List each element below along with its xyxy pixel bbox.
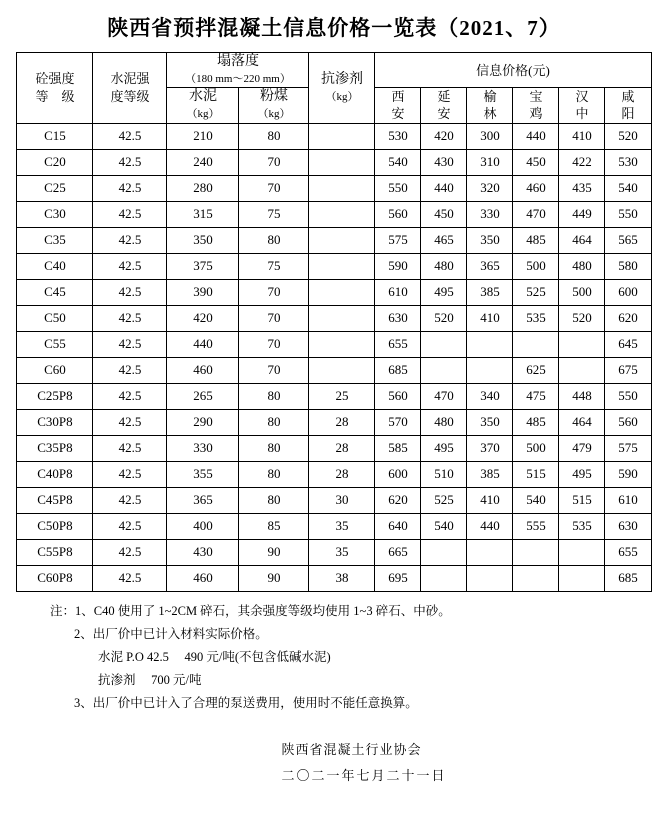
header-cement <box>167 87 239 123</box>
cell-price-xianyang: 580 <box>605 253 651 279</box>
cell-impermeable: 28 <box>309 435 375 461</box>
table-row <box>17 331 651 357</box>
cell-cement: 460 <box>167 565 239 591</box>
table-row <box>17 435 651 461</box>
cell-price-xianyang: 630 <box>605 513 651 539</box>
cell-price-yanan <box>421 565 467 591</box>
cell-price-xian: 585 <box>375 435 421 461</box>
cell-price-baoji: 525 <box>513 279 559 305</box>
cell-price-xianyang: 655 <box>605 539 651 565</box>
header-impermeable <box>309 53 375 124</box>
note-item-cement-price: 水泥 P.O 42.5 490 元/吨(不包含低碱水泥) <box>98 650 331 665</box>
cell-cement: 210 <box>167 123 239 149</box>
cell-price-yulin: 365 <box>467 253 513 279</box>
cell-flyash: 70 <box>239 357 309 383</box>
header-city-xianyang-line2: 阳 <box>621 106 635 122</box>
header-city-hanzhong-line2: 中 <box>575 106 589 122</box>
cell-cement: 375 <box>167 253 239 279</box>
cell-price-hanzhong: 449 <box>559 201 605 227</box>
cell-price-yulin <box>467 565 513 591</box>
cell-impermeable: 28 <box>309 409 375 435</box>
cell-flyash: 90 <box>239 565 309 591</box>
table-row <box>17 565 651 591</box>
cell-price-hanzhong: 410 <box>559 123 605 149</box>
cell-price-hanzhong: 495 <box>559 461 605 487</box>
cell-grade: C40 <box>17 253 93 279</box>
cell-price-hanzhong: 535 <box>559 513 605 539</box>
table-row <box>17 227 651 253</box>
table-body <box>17 123 651 591</box>
header-city-xian <box>375 87 421 123</box>
cell-flyash: 70 <box>239 331 309 357</box>
cell-grade: C50P8 <box>17 513 93 539</box>
cell-price-baoji <box>513 539 559 565</box>
cell-price-xian: 560 <box>375 201 421 227</box>
table-row <box>17 513 651 539</box>
table-row <box>17 461 651 487</box>
cell-price-yulin <box>467 331 513 357</box>
cell-cement: 350 <box>167 227 239 253</box>
cell-price-baoji: 475 <box>513 383 559 409</box>
cell-grade: C15 <box>17 123 93 149</box>
cell-price-baoji: 460 <box>513 175 559 201</box>
cell-price-hanzhong <box>559 357 605 383</box>
header-city-hanzhong <box>559 87 605 123</box>
cell-cement-grade: 42.5 <box>93 305 167 331</box>
note-item-1: 注：1、C40 使用了 1~2CM 碎石，其余强度等级均使用 1~3 碎石、中砂。 <box>50 603 451 618</box>
cell-price-baoji: 540 <box>513 487 559 513</box>
cell-price-baoji: 555 <box>513 513 559 539</box>
cell-impermeable <box>309 305 375 331</box>
cell-price-xian: 695 <box>375 565 421 591</box>
cell-flyash: 75 <box>239 201 309 227</box>
cell-cement-grade: 42.5 <box>93 227 167 253</box>
cell-price-yanan: 430 <box>421 149 467 175</box>
cell-cement-grade: 42.5 <box>93 539 167 565</box>
cell-price-hanzhong: 515 <box>559 487 605 513</box>
cell-price-xianyang: 685 <box>605 565 651 591</box>
cell-grade: C30P8 <box>17 409 93 435</box>
cell-impermeable <box>309 201 375 227</box>
cell-cement: 330 <box>167 435 239 461</box>
cell-grade: C20 <box>17 149 93 175</box>
header-slump <box>167 53 309 88</box>
cell-price-yanan: 480 <box>421 253 467 279</box>
cell-cement-grade: 42.5 <box>93 409 167 435</box>
cell-flyash: 70 <box>239 149 309 175</box>
cell-cement-grade: 42.5 <box>93 357 167 383</box>
cell-price-baoji <box>513 331 559 357</box>
cell-price-yanan: 470 <box>421 383 467 409</box>
cell-grade: C50 <box>17 305 93 331</box>
header-flyash-line1: 粉煤 <box>259 89 288 105</box>
cell-price-xian: 640 <box>375 513 421 539</box>
cell-price-xianyang: 590 <box>605 461 651 487</box>
header-cement-line2: （kg） <box>186 108 220 121</box>
cell-cement: 280 <box>167 175 239 201</box>
header-cement-grade-line1: 水泥强 <box>110 71 150 87</box>
cell-price-baoji <box>513 565 559 591</box>
cell-price-xian: 540 <box>375 149 421 175</box>
cell-cement-grade: 42.5 <box>93 435 167 461</box>
cell-price-xianyang: 610 <box>605 487 651 513</box>
cell-cement: 440 <box>167 331 239 357</box>
cell-price-yanan: 525 <box>421 487 467 513</box>
cell-price-yulin: 410 <box>467 487 513 513</box>
cell-price-hanzhong <box>559 565 605 591</box>
cell-price-baoji: 500 <box>513 253 559 279</box>
cell-impermeable <box>309 123 375 149</box>
cell-grade: C35 <box>17 227 93 253</box>
cell-price-yanan: 495 <box>421 435 467 461</box>
cell-cement-grade: 42.5 <box>93 123 167 149</box>
cell-cement-grade: 42.5 <box>93 565 167 591</box>
cell-price-hanzhong: 500 <box>559 279 605 305</box>
cell-cement-grade: 42.5 <box>93 383 167 409</box>
cell-impermeable: 35 <box>309 513 375 539</box>
header-impermeable-line2: （kg） <box>325 90 359 103</box>
header-city-baoji-line2: 鸡 <box>529 106 543 122</box>
cell-impermeable: 30 <box>309 487 375 513</box>
cell-impermeable <box>309 149 375 175</box>
cell-price-hanzhong: 448 <box>559 383 605 409</box>
signature-organization: 陕西省混凝土行业协会 <box>281 742 422 758</box>
header-city-xian-line1: 西 <box>391 88 405 104</box>
cell-price-yulin: 385 <box>467 461 513 487</box>
cell-price-yanan <box>421 357 467 383</box>
cell-grade: C25 <box>17 175 93 201</box>
cell-price-xian: 530 <box>375 123 421 149</box>
cell-cement-grade: 42.5 <box>93 253 167 279</box>
cell-flyash: 80 <box>239 435 309 461</box>
header-city-hanzhong-line1: 汉 <box>575 88 589 104</box>
table-row <box>17 409 651 435</box>
cell-flyash: 80 <box>239 409 309 435</box>
header-city-xianyang <box>605 87 651 123</box>
cell-price-xian: 610 <box>375 279 421 305</box>
signature-block <box>0 737 668 789</box>
cell-price-yanan <box>421 539 467 565</box>
cell-flyash: 80 <box>239 383 309 409</box>
note-item-impermeable-price: 抗渗剂 700 元/吨 <box>98 673 202 688</box>
cell-flyash: 85 <box>239 513 309 539</box>
cell-impermeable: 28 <box>309 461 375 487</box>
cell-price-hanzhong: 422 <box>559 149 605 175</box>
cell-grade: C55P8 <box>17 539 93 565</box>
cell-price-yulin: 410 <box>467 305 513 331</box>
cell-price-yanan: 465 <box>421 227 467 253</box>
note-item-2: 2、出厂价中已计入材料实际价格。 <box>74 626 268 641</box>
header-flyash-line2: （kg） <box>257 108 291 121</box>
table-row <box>17 201 651 227</box>
cell-impermeable <box>309 253 375 279</box>
header-city-yulin <box>467 87 513 123</box>
cell-price-hanzhong: 520 <box>559 305 605 331</box>
cell-price-yulin: 350 <box>467 227 513 253</box>
cell-price-yulin <box>467 357 513 383</box>
cell-price-yanan: 420 <box>421 123 467 149</box>
cell-grade: C55 <box>17 331 93 357</box>
header-city-baoji <box>513 87 559 123</box>
cell-price-xian: 570 <box>375 409 421 435</box>
cell-cement: 400 <box>167 513 239 539</box>
cell-price-yulin: 300 <box>467 123 513 149</box>
table-row <box>17 149 651 175</box>
cell-cement: 355 <box>167 461 239 487</box>
cell-impermeable <box>309 279 375 305</box>
cell-impermeable <box>309 331 375 357</box>
cell-flyash: 80 <box>239 123 309 149</box>
cell-price-yulin: 330 <box>467 201 513 227</box>
cell-flyash: 80 <box>239 227 309 253</box>
cell-impermeable <box>309 175 375 201</box>
cell-price-yanan: 450 <box>421 201 467 227</box>
cell-price-baoji: 625 <box>513 357 559 383</box>
cell-price-yanan: 510 <box>421 461 467 487</box>
cell-impermeable <box>309 227 375 253</box>
table-row <box>17 175 651 201</box>
cell-cement: 240 <box>167 149 239 175</box>
cell-price-xian: 685 <box>375 357 421 383</box>
table-row <box>17 279 651 305</box>
header-city-yulin-line1: 榆 <box>483 88 497 104</box>
cell-price-hanzhong: 464 <box>559 227 605 253</box>
cell-cement-grade: 42.5 <box>93 487 167 513</box>
cell-price-baoji: 450 <box>513 149 559 175</box>
cell-cement-grade: 42.5 <box>93 175 167 201</box>
header-city-baoji-line1: 宝 <box>529 88 543 104</box>
cell-impermeable <box>309 357 375 383</box>
table-row <box>17 123 651 149</box>
table-header <box>17 53 651 124</box>
header-price-group: 信息价格(元) <box>375 53 651 88</box>
cell-price-xian: 600 <box>375 461 421 487</box>
cell-grade: C45 <box>17 279 93 305</box>
cell-flyash: 80 <box>239 487 309 513</box>
cell-price-hanzhong <box>559 331 605 357</box>
cell-price-hanzhong: 479 <box>559 435 605 461</box>
header-city-yanan-line1: 延 <box>437 88 451 104</box>
table-row <box>17 539 651 565</box>
cell-price-xianyang: 575 <box>605 435 651 461</box>
header-city-yanan <box>421 87 467 123</box>
cell-flyash: 70 <box>239 279 309 305</box>
page-title: 陕西省预拌混凝土信息价格一览表（2021、7） <box>107 16 561 40</box>
cell-impermeable: 25 <box>309 383 375 409</box>
notes-section <box>22 600 650 716</box>
cell-impermeable: 38 <box>309 565 375 591</box>
cell-price-yanan: 480 <box>421 409 467 435</box>
cell-price-baoji: 470 <box>513 201 559 227</box>
cell-cement-grade: 42.5 <box>93 201 167 227</box>
cell-price-xian: 560 <box>375 383 421 409</box>
cell-cement-grade: 42.5 <box>93 279 167 305</box>
cell-price-yulin: 370 <box>467 435 513 461</box>
cell-price-hanzhong: 464 <box>559 409 605 435</box>
cell-price-yulin: 350 <box>467 409 513 435</box>
header-city-xian-line2: 安 <box>391 106 405 122</box>
header-grade <box>17 53 93 124</box>
header-cement-grade-line2: 度等级 <box>110 88 150 104</box>
cell-grade: C60 <box>17 357 93 383</box>
header-cement-line1: 水泥 <box>188 89 217 105</box>
cell-flyash: 75 <box>239 253 309 279</box>
cell-price-yulin: 385 <box>467 279 513 305</box>
header-grade-line1: 砼强度 <box>35 71 75 87</box>
note-item-3: 3、出厂价中已计入了合理的泵送费用，使用时不能任意换算。 <box>74 696 418 711</box>
cell-grade: C35P8 <box>17 435 93 461</box>
header-cement-grade <box>93 53 167 124</box>
cell-price-hanzhong: 480 <box>559 253 605 279</box>
cell-price-yanan: 495 <box>421 279 467 305</box>
header-slump-line1: 塌落度 <box>216 54 259 69</box>
cell-price-xianyang: 645 <box>605 331 651 357</box>
cell-grade: C40P8 <box>17 461 93 487</box>
cell-grade: C30 <box>17 201 93 227</box>
table-row <box>17 253 651 279</box>
cell-grade: C60P8 <box>17 565 93 591</box>
cell-price-xianyang: 565 <box>605 227 651 253</box>
cell-price-xian: 590 <box>375 253 421 279</box>
cell-cement-grade: 42.5 <box>93 331 167 357</box>
cell-price-xian: 665 <box>375 539 421 565</box>
cell-cement: 430 <box>167 539 239 565</box>
cell-cement-grade: 42.5 <box>93 149 167 175</box>
header-city-xianyang-line1: 咸 <box>621 88 635 104</box>
cell-price-xianyang: 550 <box>605 383 651 409</box>
cell-price-xian: 550 <box>375 175 421 201</box>
header-grade-line2: 等 级 <box>35 88 75 104</box>
cell-price-yulin: 340 <box>467 383 513 409</box>
header-city-yanan-line2: 安 <box>437 106 451 122</box>
cell-grade: C25P8 <box>17 383 93 409</box>
cell-cement: 420 <box>167 305 239 331</box>
table-row <box>17 383 651 409</box>
cell-price-baoji: 500 <box>513 435 559 461</box>
cell-price-xian: 575 <box>375 227 421 253</box>
cell-price-xianyang: 560 <box>605 409 651 435</box>
cell-price-xianyang: 520 <box>605 123 651 149</box>
cell-grade: C45P8 <box>17 487 93 513</box>
cell-price-xianyang: 600 <box>605 279 651 305</box>
cell-cement: 365 <box>167 487 239 513</box>
cell-flyash: 70 <box>239 175 309 201</box>
table-row <box>17 305 651 331</box>
cell-flyash: 70 <box>239 305 309 331</box>
cell-cement: 290 <box>167 409 239 435</box>
cell-price-yulin <box>467 539 513 565</box>
signature-date: 二〇二一年七月二十一日 <box>281 768 447 784</box>
header-city-yulin-line2: 林 <box>483 106 497 122</box>
cell-price-baoji: 485 <box>513 409 559 435</box>
cell-price-xian: 630 <box>375 305 421 331</box>
cell-flyash: 80 <box>239 461 309 487</box>
table-row <box>17 487 651 513</box>
header-slump-line2: （180 mm～220 mm） <box>185 72 291 85</box>
cell-price-xianyang: 550 <box>605 201 651 227</box>
cell-price-baoji: 515 <box>513 461 559 487</box>
cell-price-xianyang: 540 <box>605 175 651 201</box>
cell-price-hanzhong <box>559 539 605 565</box>
cell-price-hanzhong: 435 <box>559 175 605 201</box>
cell-price-yanan <box>421 331 467 357</box>
header-flyash <box>239 87 309 123</box>
cell-cement: 460 <box>167 357 239 383</box>
cell-price-xian: 655 <box>375 331 421 357</box>
cell-cement-grade: 42.5 <box>93 461 167 487</box>
header-impermeable-line1: 抗渗剂 <box>320 72 363 88</box>
cell-cement: 315 <box>167 201 239 227</box>
table-row <box>17 357 651 383</box>
cell-price-baoji: 440 <box>513 123 559 149</box>
cell-price-xianyang: 620 <box>605 305 651 331</box>
cell-cement: 265 <box>167 383 239 409</box>
cell-price-yanan: 440 <box>421 175 467 201</box>
cell-impermeable: 35 <box>309 539 375 565</box>
header-row-1 <box>17 53 651 88</box>
cell-price-baoji: 485 <box>513 227 559 253</box>
cell-price-yanan: 540 <box>421 513 467 539</box>
cell-price-baoji: 535 <box>513 305 559 331</box>
cell-cement-grade: 42.5 <box>93 513 167 539</box>
cell-cement: 390 <box>167 279 239 305</box>
cell-price-xianyang: 675 <box>605 357 651 383</box>
cell-price-yanan: 520 <box>421 305 467 331</box>
cell-price-yulin: 320 <box>467 175 513 201</box>
cell-price-yulin: 310 <box>467 149 513 175</box>
price-table <box>16 52 651 592</box>
cell-price-yulin: 440 <box>467 513 513 539</box>
cell-price-xianyang: 530 <box>605 149 651 175</box>
cell-flyash: 90 <box>239 539 309 565</box>
cell-price-xian: 620 <box>375 487 421 513</box>
